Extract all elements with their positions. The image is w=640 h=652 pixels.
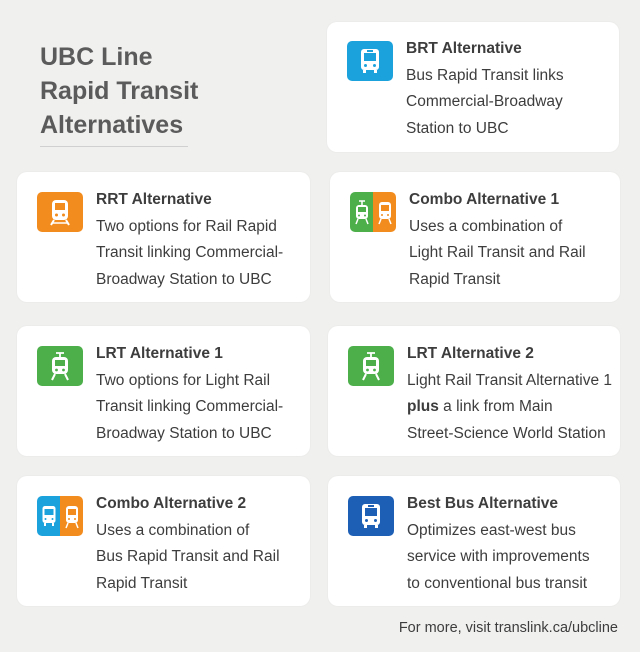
card-description-line: Transit linking Commercial- xyxy=(96,398,284,415)
card-description-line: Two options for Light Rail xyxy=(96,371,271,389)
card-title: LRT Alternative 1 xyxy=(96,345,223,362)
card-description-line: Rapid Transit xyxy=(409,270,501,288)
card-description-line: Two options for Rail Rapid xyxy=(96,217,277,235)
card-description-line: Bus Rapid Transit links xyxy=(406,66,564,84)
card-description-line: Bus Rapid Transit and Rail xyxy=(96,548,280,565)
card-description-line: Optimizes east-west bus xyxy=(407,521,576,539)
title-line: Alternatives xyxy=(40,111,184,139)
bus-train-icon xyxy=(37,496,83,536)
card-description-line: Broadway Station to UBC xyxy=(96,270,272,288)
card-description-line: Street-Science World Station xyxy=(407,424,606,442)
card-title: RRT Alternative xyxy=(96,191,212,208)
title-line: Rapid Transit xyxy=(40,77,199,105)
best-bus-alternative-card xyxy=(328,476,620,606)
bus-icon xyxy=(348,496,394,536)
card-description-fragment: a link from Main xyxy=(438,398,553,415)
lrt-alternative-1-card xyxy=(17,326,310,456)
tram-train-icon xyxy=(350,192,396,232)
page-title xyxy=(40,40,198,142)
card-description-line: Transit linking Commercial- xyxy=(96,244,284,261)
card-title: Combo Alternative 1 xyxy=(409,191,560,208)
card-description-line: Broadway Station to UBC xyxy=(96,424,272,442)
footer-link-text: For more, visit translink.ca/ubcline xyxy=(398,620,618,636)
card-title: LRT Alternative 2 xyxy=(407,345,534,362)
card-title: Combo Alternative 2 xyxy=(96,495,247,512)
card-description-line: Uses a combination of xyxy=(96,521,250,539)
brt-alternative-card xyxy=(327,22,619,152)
card-description-line: Rapid Transit xyxy=(96,574,188,592)
title-divider xyxy=(40,146,188,147)
card-description-line: Light Rail Transit and Rail xyxy=(409,244,586,261)
card-description-line: Uses a combination of xyxy=(409,217,563,235)
tram-icon xyxy=(348,346,394,386)
card-description-line: service with improvements xyxy=(407,548,590,565)
bus-icon xyxy=(347,41,393,81)
card-description-line: Light Rail Transit Alternative 1 xyxy=(407,371,613,389)
rrt-alternative-card xyxy=(17,172,310,302)
card-description-line: to conventional bus transit xyxy=(407,574,588,592)
card-description-line: Station to UBC xyxy=(406,119,509,137)
card-description-line xyxy=(407,394,612,421)
lrt-alternative-2-card xyxy=(328,326,620,456)
tram-icon xyxy=(37,346,83,386)
train-icon xyxy=(37,192,83,232)
title-line: UBC Line xyxy=(40,43,153,71)
card-description-line: Commercial-Broadway xyxy=(406,93,563,110)
card-title: Best Bus Alternative xyxy=(407,495,559,512)
plus-emphasis: plus xyxy=(407,398,439,415)
combo-alternative-1-card xyxy=(330,172,620,302)
combo-alternative-2-card xyxy=(17,476,310,606)
card-title: BRT Alternative xyxy=(406,40,522,57)
